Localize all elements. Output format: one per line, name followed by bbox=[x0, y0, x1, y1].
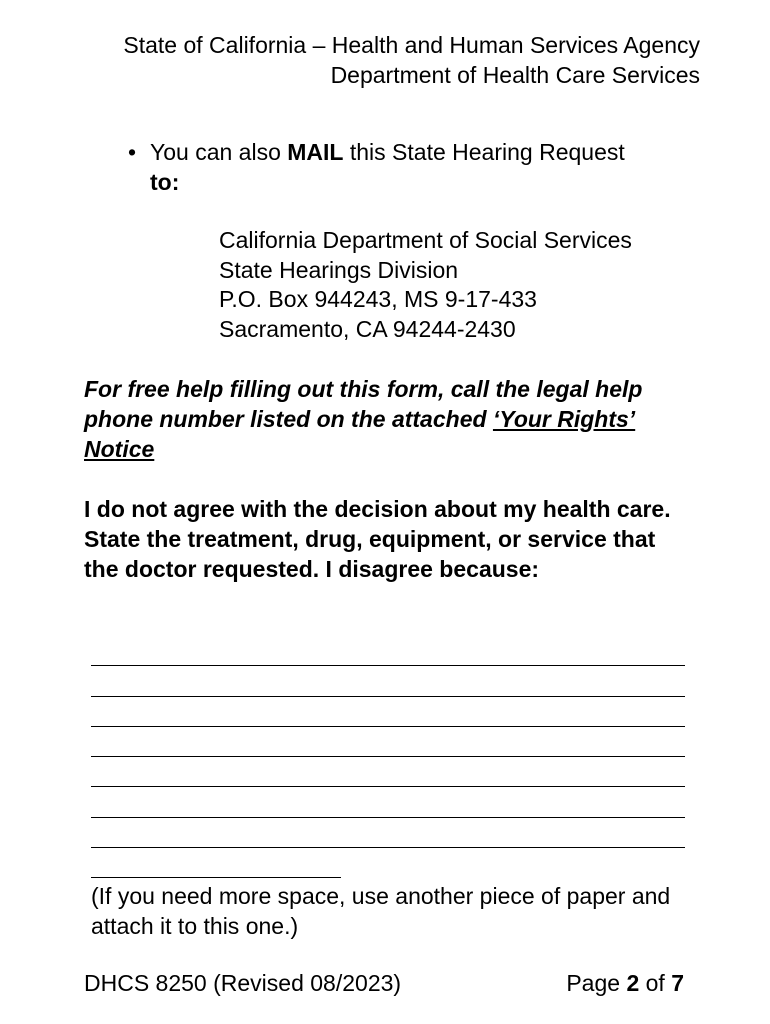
page-prefix: Page bbox=[566, 970, 627, 996]
mail-to: to: bbox=[150, 169, 180, 195]
page-total: 7 bbox=[671, 970, 684, 996]
address-line-1: California Department of Social Services bbox=[219, 227, 632, 253]
disagreement-answer-lines[interactable] bbox=[91, 636, 685, 878]
mailing-address bbox=[219, 226, 632, 344]
legal-help-note bbox=[84, 374, 684, 464]
answer-line[interactable] bbox=[91, 666, 685, 696]
page-number bbox=[566, 968, 684, 998]
answer-line[interactable] bbox=[91, 787, 685, 817]
address-line-2: State Hearings Division bbox=[219, 256, 459, 283]
department-line: Department of Health Care Services bbox=[330, 62, 700, 88]
answer-line[interactable] bbox=[91, 697, 685, 727]
page-separator: of bbox=[639, 970, 672, 996]
answer-line-short[interactable] bbox=[91, 848, 341, 878]
answer-line[interactable] bbox=[91, 636, 685, 666]
answer-line[interactable] bbox=[91, 727, 685, 757]
form-id: DHCS 8250 (Revised 08/2023) bbox=[84, 970, 402, 996]
your-rights-notice-reference: ‘Your Rights’ Notice bbox=[84, 406, 636, 462]
page-current: 2 bbox=[626, 970, 640, 996]
address-line-3: P.O. Box 944243, MS 9-17-433 bbox=[219, 286, 537, 312]
bullet-icon: • bbox=[128, 139, 137, 165]
answer-line[interactable] bbox=[91, 757, 685, 787]
extra-space-note: (If you need more space, use another piece of paper and attach it to this one.) bbox=[91, 883, 671, 939]
mail-prefix: You can also bbox=[150, 139, 288, 165]
agency-line: State of California – Health and Human Services Agency bbox=[123, 32, 700, 58]
disagreement-statement: I do not agree with the decision about my health care. State the treatment, drug, equipment, or service that the doctor requested. I disagree because: bbox=[84, 496, 671, 582]
mail-bold-word: MAIL bbox=[287, 139, 344, 165]
mail-suffix: this State Hearing Request bbox=[343, 139, 625, 165]
agency-header bbox=[123, 30, 700, 90]
legal-help-text: For free help filling out this form, call the legal help phone number listed on the attached bbox=[84, 376, 643, 432]
mail-instruction bbox=[128, 137, 698, 197]
answer-line[interactable] bbox=[91, 818, 685, 848]
address-line-4: Sacramento, CA 94244-2430 bbox=[219, 315, 516, 342]
